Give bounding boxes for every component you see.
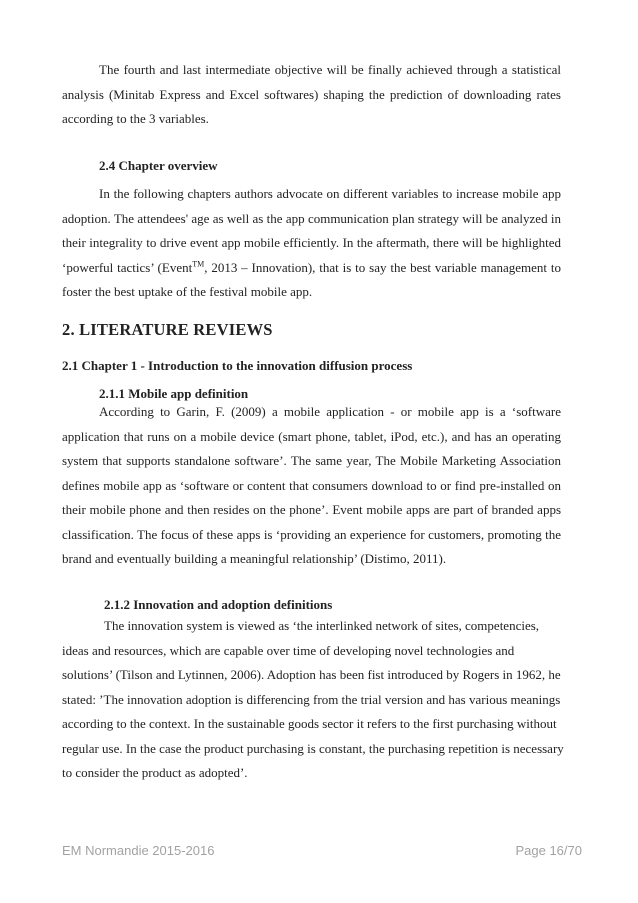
innovation-adoption-paragraph [62, 614, 567, 786]
text-line: application that runs on a mobile device (smart phone, tablet, iPod, etc.), and has an operating [62, 428, 561, 444]
text-line: adoption. The attendees' age as well as the app communication plan strategy will be analyzed in [62, 210, 561, 226]
chapter-overview-paragraph [62, 182, 561, 305]
text-line: regular use. In the case the product purchasing is constant, the purchasing repetition is necessary [62, 740, 564, 756]
text-line: The fourth and last intermediate objective will be finally achieved through a statistical [99, 62, 561, 77]
page-number: Page 16/70 [515, 843, 582, 858]
main-heading-literature-reviews: 2. LITERATURE REVIEWS [62, 320, 273, 339]
section-heading-2-4: 2.4 Chapter overview [99, 158, 218, 173]
section-heading-2-1: 2.1 Chapter 1 - Introduction to the innovation diffusion process [62, 358, 413, 373]
text-line: system that supports standalone software’. The same year, The Mobile Marketing Association [62, 453, 561, 468]
text-line: to consider the product as adopted’. [62, 765, 248, 780]
trademark-superscript: TM [192, 259, 205, 269]
text-line: foster the best uptake of the festival mobile app. [62, 284, 313, 299]
subsection-heading-2-1-1: 2.1.1 Mobile app definition [99, 386, 249, 401]
text-line: ideas and resources, which are capable over time of developing novel technologies and [62, 642, 515, 658]
text-line [62, 256, 561, 281]
text-line: In the following chapters authors advocate on different variables to increase mobile app [99, 186, 561, 201]
text-line: stated: ’The innovation adoption is differencing from the trial version and has various meanings [62, 691, 561, 707]
text-line: defines mobile app as ‘software or content that consumers download to or find pre-installed on [62, 477, 561, 493]
text-run: , 2013 – Innovation), that is to say the best variable management to [204, 259, 561, 275]
text-line: solutions’ (Tilson and Lytinnen, 2006). Adoption has been fist introduced by Rogers in 1962, he [62, 667, 561, 682]
text-line: analysis (Minitab Express and Excel softwares) shaping the prediction of downloading rates [62, 86, 561, 102]
text-line: classification. The focus of these apps is ‘providing an experience for customers, promoting the [62, 526, 561, 542]
text-line: brand and eventually building a meaningful relationship’ (Distimo, 2011). [62, 551, 447, 566]
subsection-heading-2-1-2: 2.1.2 Innovation and adoption definitions [104, 597, 333, 612]
footer-left-text: EM Normandie 2015-2016 [62, 843, 215, 858]
text-line: According to Garin, F. (2009) a mobile application - or mobile app is a ‘software [99, 404, 561, 419]
intro-paragraph [62, 58, 561, 132]
text-line: according to the context. In the sustainable goods sector it refers to the first purchasing without [62, 716, 557, 731]
text-line: according to the 3 variables. [62, 111, 209, 126]
text-line: their integrality to drive event app mobile efficiently. In the aftermath, there will be highlighted [62, 235, 561, 250]
text-line: The innovation system is viewed as ‘the interlinked network of sites, competencies, [104, 618, 540, 633]
text-line: their mobile phone and then resides on the phone’. Event mobile apps are part of branded apps [62, 502, 561, 517]
text-run: ‘powerful tactics’ (Event [62, 259, 193, 275]
mobile-app-definition-paragraph [62, 400, 561, 572]
